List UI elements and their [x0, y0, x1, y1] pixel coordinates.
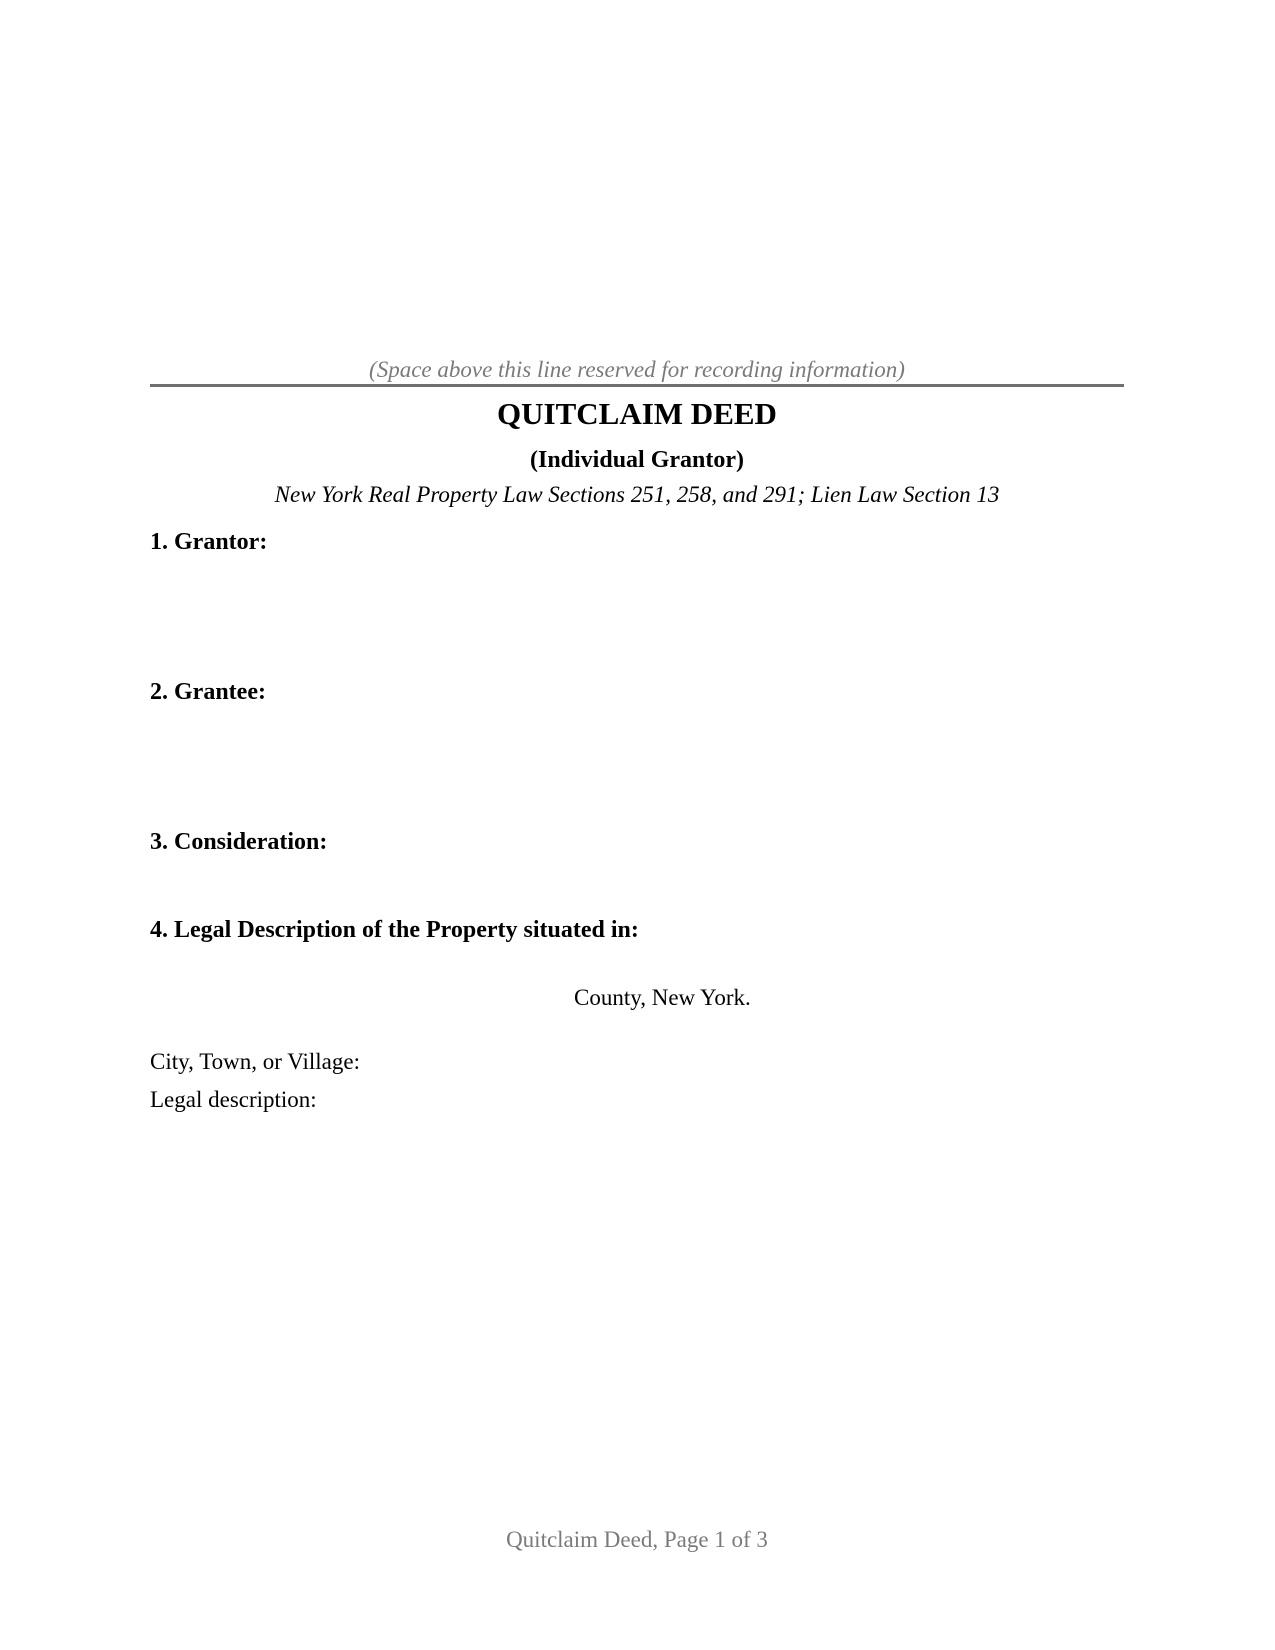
county-line: County, New York. [574, 985, 751, 1010]
city-town-village-label: City, Town, or Village: [150, 1049, 360, 1074]
consideration-heading: 3. Consideration: [150, 829, 328, 855]
document-title: QUITCLAIM DEED [497, 396, 777, 431]
grantee-heading: 2. Grantee: [150, 679, 266, 705]
legal-description-label: Legal description: [150, 1087, 317, 1112]
document-subtitle: (Individual Grantor) [529, 447, 745, 473]
grantor-heading: 1. Grantor: [150, 529, 268, 555]
recording-divider-line [150, 384, 1124, 387]
reserved-space-note: (Space above this line reserved for recording information) [369, 357, 905, 382]
legal-description-heading: 4. Legal Description of the Property situated in: [150, 917, 639, 943]
page-footer: Quitclaim Deed, Page 1 of 3 [506, 1527, 768, 1552]
statute-reference: New York Real Property Law Sections 251, 258, and 291; Lien Law Section 13 [274, 482, 1000, 507]
